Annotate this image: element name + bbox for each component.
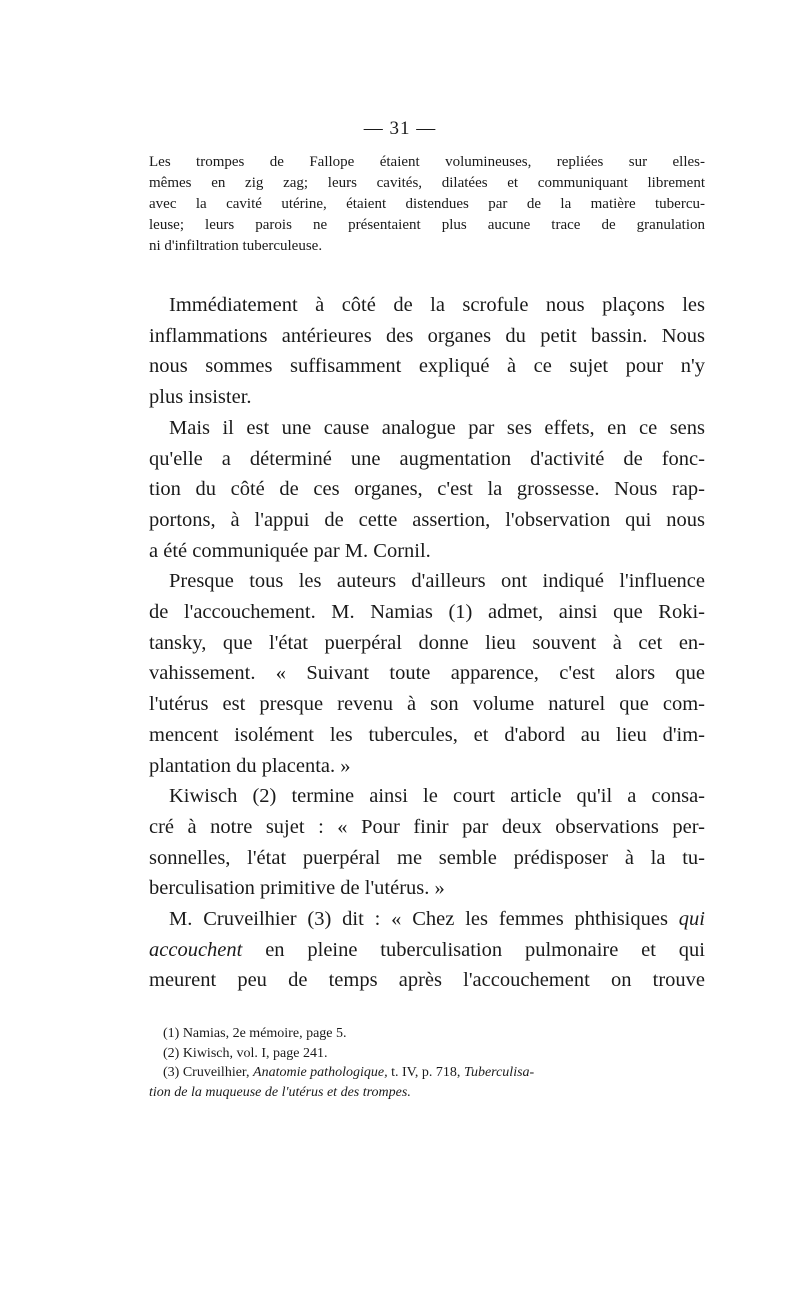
italic-text: accouchent — [149, 938, 243, 961]
text-line: cré à notre sujet : « Pour finir par deux observations per- — [149, 815, 705, 838]
italic-text: qui — [678, 908, 705, 931]
text-line: avec la cavité utérine, étaient distendues par de la matière tubercu- — [149, 196, 705, 212]
footnote: (1) Namias, 2e mémoire, page 5. — [163, 1026, 347, 1041]
text-line: de l'accouchement. M. Namias (1) admet, ainsi que Roki- — [149, 601, 705, 624]
text-segment: M. Cruveilhier (3) dit : « Chez les femmes phthisiques — [169, 908, 668, 931]
italic-text: Tuberculisa- — [463, 1065, 535, 1080]
text-segment: en pleine tuberculisation pulmonaire et qui — [265, 938, 705, 961]
text-line: inflammations antérieures des organes du petit bassin. Nous — [149, 324, 705, 347]
text-segment: t. IV, p. 718, — [391, 1065, 461, 1080]
text-line: vahissement. « Suivant toute apparence, c'est alors que — [149, 662, 705, 685]
text-line: portons, à l'appui de cette assertion, l'observation qui nous — [149, 508, 705, 531]
intro-paragraph — [149, 152, 705, 257]
italic-text: Anatomie pathologique, — [253, 1065, 388, 1080]
text-line: plantation du placenta. » — [149, 754, 351, 777]
text-line: Presque tous les auteurs d'ailleurs ont indiqué l'influence — [169, 570, 705, 593]
text-line: leuse; leurs parois ne présentaient plus aucune trace de granulation — [149, 217, 705, 233]
footnotes — [149, 1024, 705, 1102]
text-line: Kiwisch (2) termine ainsi le court article qu'il a consa- — [169, 785, 705, 808]
text-line: Immédiatement à côté de la scrofule nous plaçons les — [169, 294, 705, 316]
text-line: qu'elle a déterminé une augmentation d'activité de fonc- — [149, 447, 705, 470]
footnote — [149, 1063, 705, 1083]
text-segment: (3) Cruveilhier, — [163, 1065, 250, 1080]
text-line: Mais il est une cause analogue par ses effets, en ce sens — [169, 416, 705, 439]
text-line: meurent peu de temps après l'accouchement on trouve — [149, 969, 705, 992]
footnote: (2) Kiwisch, vol. I, page 241. — [163, 1045, 328, 1061]
text-line: tansky, que l'état puerpéral donne lieu souvent à cet en- — [149, 631, 705, 654]
text-line: ni d'infiltration tuberculeuse. — [149, 238, 323, 254]
text-line: l'utérus est presque revenu à son volume naturel que com- — [149, 693, 705, 716]
main-text — [149, 290, 705, 996]
text-line: Les trompes de Fallope étaient volumineuses, repliées sur elles- — [149, 154, 705, 170]
text-line: mencent isolément les tubercules, et d'abord au lieu d'im- — [149, 723, 705, 746]
text-line: nous sommes suffisamment expliqué à ce sujet pour n'y — [149, 355, 705, 378]
text-line: a été communiquée par M. Cornil. — [149, 539, 431, 562]
text-line: plus insister. — [149, 386, 252, 409]
page-number: — 31 — — [363, 118, 437, 139]
text-line: sonnelles, l'état puerpéral me semble prédisposer à la tu- — [149, 846, 705, 869]
text-line: tion du côté de ces organes, c'est la grossesse. Nous rap- — [149, 478, 705, 501]
footnote-continuation: tion de la muqueuse de l'utérus et des trompes. — [149, 1084, 411, 1100]
text-line: mêmes en zig zag; leurs cavités, dilatées et communiquant librement — [149, 175, 705, 191]
text-line — [149, 935, 705, 966]
text-line: berculisation primitive de l'utérus. » — [149, 877, 445, 900]
text-line — [149, 904, 705, 935]
